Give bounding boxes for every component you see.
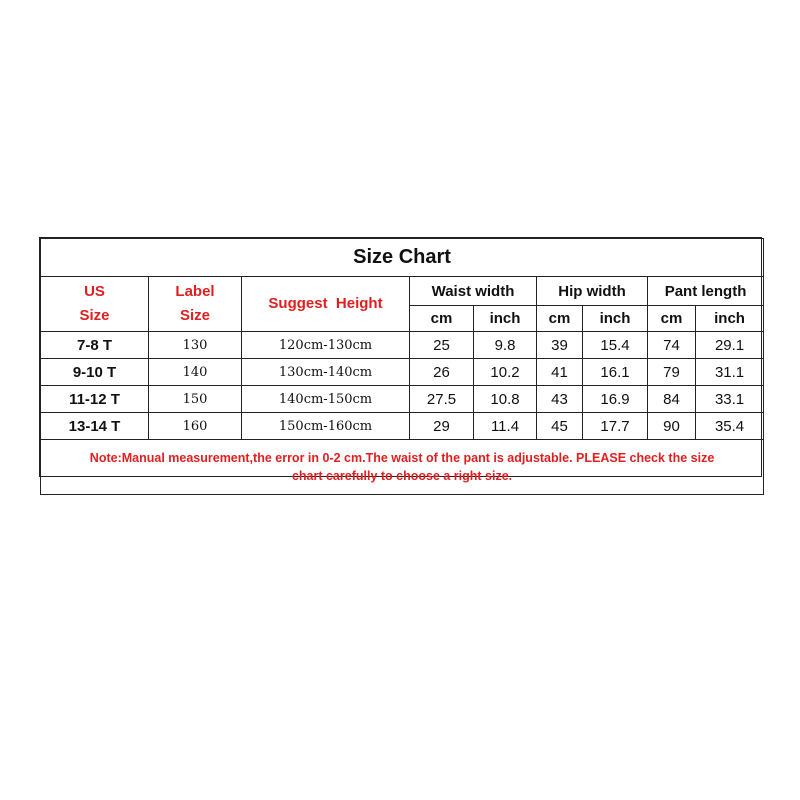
- hip-inch-cell: 16.1: [583, 359, 648, 386]
- hip-inch-cell: 16.9: [583, 386, 648, 413]
- waist-cm-cell: 27.5: [410, 386, 474, 413]
- height-cell: 130cm-140cm: [242, 359, 410, 386]
- length-inch-cell: 35.4: [696, 413, 764, 440]
- header-pant-length: Pant length: [648, 277, 764, 306]
- waist-cm-cell: 29: [410, 413, 474, 440]
- header-label-size-line2: Size: [179, 307, 210, 324]
- hip-cm-cell: 43: [537, 386, 583, 413]
- label-size-cell: 160: [149, 413, 242, 440]
- us-size-cell: 13-14 T: [41, 413, 149, 440]
- hip-cm-cell: 45: [537, 413, 583, 440]
- hip-cm-cell: 39: [537, 332, 583, 359]
- header-us-size-line1: US: [84, 283, 105, 300]
- size-chart-table: [40, 238, 764, 495]
- waist-inch-cell: 10.8: [474, 386, 537, 413]
- unit-waist-inch: inch: [474, 306, 537, 332]
- header-waist-width: Waist width: [410, 277, 537, 306]
- length-inch-cell: 33.1: [696, 386, 764, 413]
- size-note-line1: Note:Manual measurement,the error in 0-2 cm.The waist of the pant is adjustable. PLEASE check the size: [89, 451, 715, 465]
- table-row: [41, 332, 764, 359]
- header-suggest-height: Suggest Height: [242, 277, 410, 332]
- length-cm-cell: 79: [648, 359, 696, 386]
- length-cm-cell: 90: [648, 413, 696, 440]
- label-size-cell: 140: [149, 359, 242, 386]
- waist-cm-cell: 25: [410, 332, 474, 359]
- unit-hip-inch: inch: [583, 306, 648, 332]
- label-size-cell: 130: [149, 332, 242, 359]
- length-inch-cell: 29.1: [696, 332, 764, 359]
- size-note: [41, 440, 764, 495]
- unit-waist-cm: cm: [410, 306, 474, 332]
- hip-cm-cell: 41: [537, 359, 583, 386]
- length-cm-cell: 74: [648, 332, 696, 359]
- length-cm-cell: 84: [648, 386, 696, 413]
- chart-title: Size Chart: [41, 239, 764, 277]
- waist-inch-cell: 9.8: [474, 332, 537, 359]
- header-us-size: [41, 277, 149, 332]
- height-cell: 120cm-130cm: [242, 332, 410, 359]
- table-row: [41, 413, 764, 440]
- header-us-size-line2: Size: [79, 307, 110, 324]
- header-label-size-line1: Label: [175, 283, 215, 300]
- size-note-line2: chart carefully to choose a right size.: [291, 469, 513, 483]
- hip-inch-cell: 17.7: [583, 413, 648, 440]
- unit-hip-cm: cm: [537, 306, 583, 332]
- size-chart: [39, 237, 762, 483]
- header-hip-width: Hip width: [537, 277, 648, 306]
- hip-inch-cell: 15.4: [583, 332, 648, 359]
- waist-inch-cell: 11.4: [474, 413, 537, 440]
- length-inch-cell: 31.1: [696, 359, 764, 386]
- unit-length-inch: inch: [696, 306, 764, 332]
- height-cell: 150cm-160cm: [242, 413, 410, 440]
- unit-length-cm: cm: [648, 306, 696, 332]
- header-label-size: [149, 277, 242, 332]
- label-size-cell: 150: [149, 386, 242, 413]
- table-row: [41, 386, 764, 413]
- us-size-cell: 9-10 T: [41, 359, 149, 386]
- table-row: [41, 359, 764, 386]
- waist-cm-cell: 26: [410, 359, 474, 386]
- waist-inch-cell: 10.2: [474, 359, 537, 386]
- height-cell: 140cm-150cm: [242, 386, 410, 413]
- us-size-cell: 11-12 T: [41, 386, 149, 413]
- us-size-cell: 7-8 T: [41, 332, 149, 359]
